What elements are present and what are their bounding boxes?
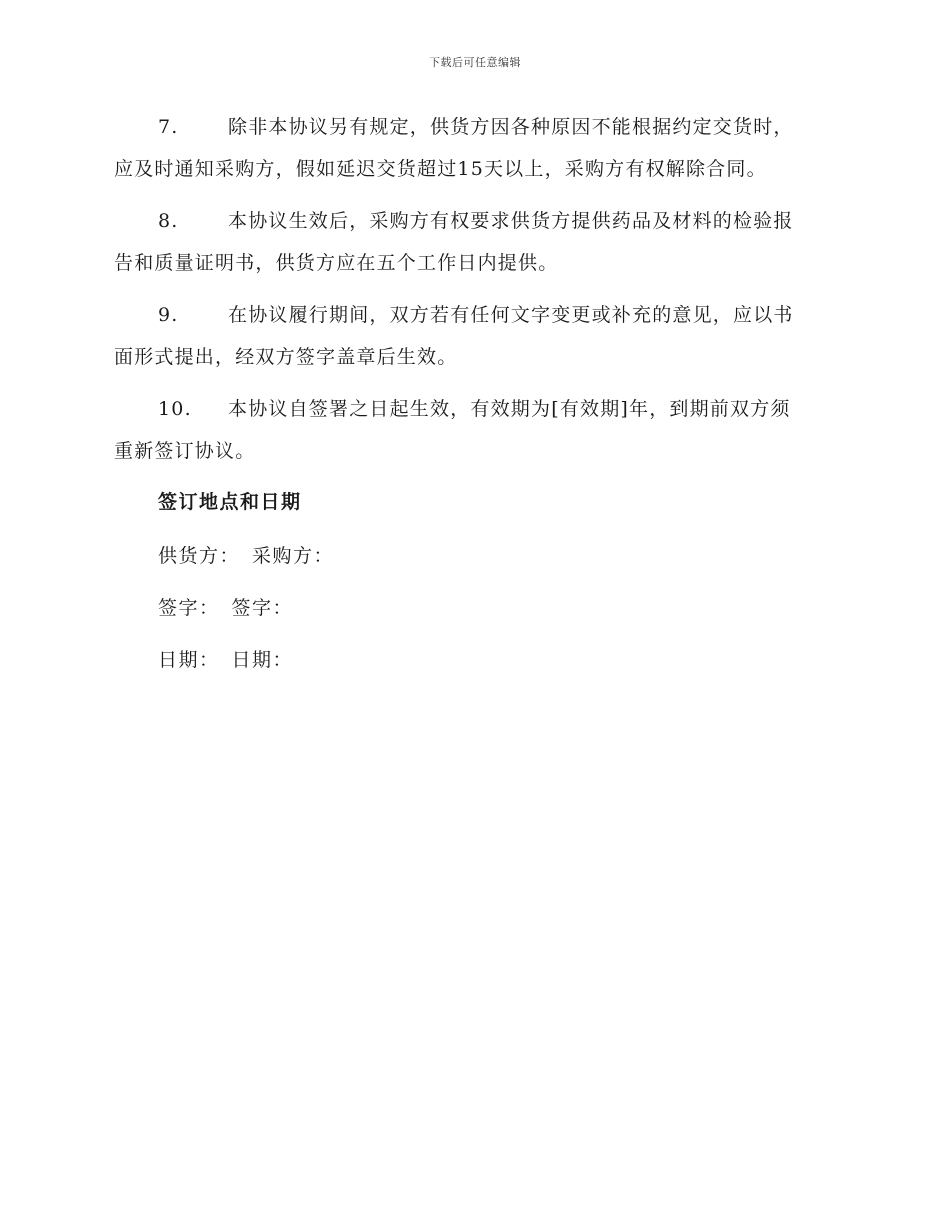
- signing-row-party: [158, 541, 334, 568]
- purchaser-label: 采购方：: [252, 545, 335, 567]
- clause-first-line: [114, 106, 834, 148]
- clause-number: 10.: [158, 398, 192, 420]
- clause-continuation: 重新签订协议。: [114, 440, 256, 462]
- supplier-date-label: 日期：: [158, 649, 220, 671]
- clause-continuation: 告和质量证明书，供货方应在五个工作日内提供。: [114, 252, 559, 274]
- clause-8: [114, 200, 834, 284]
- clause-first-line: [114, 200, 834, 242]
- clause-text: 在协议履行期间，双方若有任何文字变更或补充的意见，应以书: [228, 304, 794, 326]
- signing-row-signature: [158, 593, 293, 620]
- supplier-signature-label: 签字：: [158, 597, 220, 619]
- clause-first-line: [114, 388, 834, 430]
- signing-heading: 签订地点和日期: [158, 491, 302, 513]
- clause-9: [114, 294, 834, 378]
- clause-number: 9.: [158, 304, 179, 326]
- header-note: 下载后可任意编辑: [429, 56, 521, 69]
- clause-text: 本协议自签署之日起生效，有效期为[有效期]年，到期前双方须: [228, 398, 791, 420]
- clause-first-line: [114, 294, 834, 336]
- purchaser-date-label: 日期：: [231, 649, 294, 671]
- signing-row-date: [158, 645, 293, 672]
- clause-continuation: 应及时通知采购方，假如延迟交货超过15天以上，采购方有权解除合同。: [114, 158, 767, 180]
- clause-text: 本协议生效后，采购方有权要求供货方提供药品及材料的检验报: [228, 210, 794, 232]
- clause-7: [114, 106, 834, 190]
- clause-number: 8.: [158, 210, 179, 232]
- purchaser-signature-label: 签字：: [231, 597, 294, 619]
- supplier-label: 供货方：: [158, 545, 241, 567]
- clause-number: 7.: [158, 116, 179, 138]
- clause-continuation: 面形式提出，经双方签字盖章后生效。: [114, 346, 458, 368]
- clause-10: [114, 388, 834, 472]
- clause-text: 除非本协议另有规定，供货方因各种原因不能根据约定交货时，: [228, 116, 794, 138]
